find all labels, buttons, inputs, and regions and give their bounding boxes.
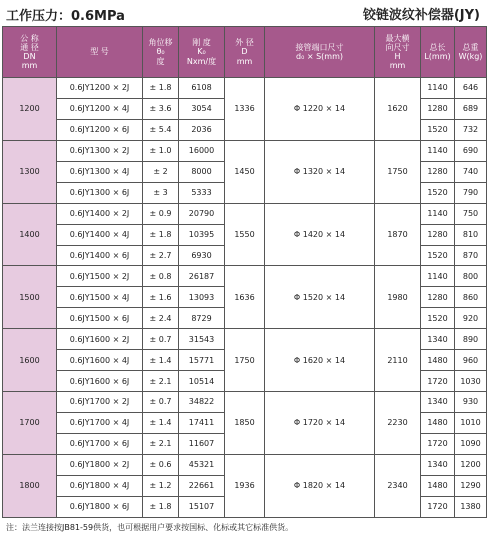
stiffness-cell: 17411 [179, 413, 225, 434]
pipe-cell: Φ 1520 × 14 [265, 266, 375, 329]
angle-cell: ± 1.8 [143, 496, 179, 517]
header-model: 型 号 [57, 27, 143, 78]
model-cell: 0.6JY1200 × 2J [57, 78, 143, 99]
dn-cell: 1700 [3, 392, 57, 455]
header-weight: 总重 W(kg) [455, 27, 487, 78]
stiffness-cell: 13093 [179, 287, 225, 308]
length-cell: 1480 [421, 475, 455, 496]
weight-cell: 810 [455, 224, 487, 245]
height-cell: 2230 [375, 392, 421, 455]
model-cell: 0.6JY1800 × 6J [57, 496, 143, 517]
angle-cell: ± 0.6 [143, 454, 179, 475]
stiffness-cell: 11607 [179, 433, 225, 454]
header-row [3, 27, 487, 78]
model-cell: 0.6JY1500 × 4J [57, 287, 143, 308]
header-angle: 角位移 θ₀ 度 [143, 27, 179, 78]
product-title: 铰链波纹补偿器(JY) [362, 8, 480, 23]
weight-cell: 860 [455, 287, 487, 308]
angle-cell: ± 3.6 [143, 98, 179, 119]
weight-cell: 1010 [455, 413, 487, 434]
model-cell: 0.6JY1200 × 6J [57, 119, 143, 140]
length-cell: 1280 [421, 224, 455, 245]
footnote: 注：法兰连接按JB81-59供货，也可根据用户要求按国标、化标或其它标准供货。 [6, 523, 294, 532]
pipe-cell: Φ 1720 × 14 [265, 392, 375, 455]
length-cell: 1340 [421, 392, 455, 413]
od-cell: 1636 [225, 266, 265, 329]
stiffness-cell: 3054 [179, 98, 225, 119]
model-cell: 0.6JY1700 × 4J [57, 413, 143, 434]
model-cell: 0.6JY1700 × 6J [57, 433, 143, 454]
angle-cell: ± 1.8 [143, 224, 179, 245]
length-cell: 1280 [421, 161, 455, 182]
weight-cell: 1290 [455, 475, 487, 496]
pipe-cell: Φ 1620 × 14 [265, 329, 375, 392]
model-cell: 0.6JY1600 × 4J [57, 350, 143, 371]
weight-cell: 960 [455, 350, 487, 371]
angle-cell: ± 0.8 [143, 266, 179, 287]
dn-cell: 1200 [3, 78, 57, 141]
table-row [3, 78, 487, 99]
stiffness-cell: 16000 [179, 140, 225, 161]
pipe-cell: Φ 1420 × 14 [265, 203, 375, 266]
model-cell: 0.6JY1400 × 6J [57, 245, 143, 266]
model-cell: 0.6JY1600 × 6J [57, 371, 143, 392]
angle-cell: ± 0.7 [143, 329, 179, 350]
table-row [3, 454, 487, 475]
angle-cell: ± 2 [143, 161, 179, 182]
weight-cell: 1380 [455, 496, 487, 517]
angle-cell: ± 3 [143, 182, 179, 203]
table-row [3, 266, 487, 287]
page-header [0, 0, 488, 26]
header-height: 最大横 向尺寸 H mm [375, 27, 421, 78]
table-row [3, 329, 487, 350]
weight-cell: 1030 [455, 371, 487, 392]
length-cell: 1280 [421, 287, 455, 308]
stiffness-cell: 45321 [179, 454, 225, 475]
length-cell: 1720 [421, 371, 455, 392]
od-cell: 1936 [225, 454, 265, 517]
od-cell: 1450 [225, 140, 265, 203]
angle-cell: ± 0.9 [143, 203, 179, 224]
length-cell: 1720 [421, 496, 455, 517]
angle-cell: ± 1.4 [143, 413, 179, 434]
stiffness-cell: 10395 [179, 224, 225, 245]
weight-cell: 800 [455, 266, 487, 287]
height-cell: 2340 [375, 454, 421, 517]
dn-cell: 1800 [3, 454, 57, 517]
table-row [3, 392, 487, 413]
length-cell: 1720 [421, 433, 455, 454]
od-cell: 1336 [225, 78, 265, 141]
stiffness-cell: 8729 [179, 308, 225, 329]
working-pressure-label: 工作压力：0.6MPa [6, 9, 125, 24]
length-cell: 1140 [421, 78, 455, 99]
model-cell: 0.6JY1500 × 2J [57, 266, 143, 287]
dn-cell: 1400 [3, 203, 57, 266]
weight-cell: 1090 [455, 433, 487, 454]
table-row [3, 140, 487, 161]
length-cell: 1280 [421, 98, 455, 119]
angle-cell: ± 2.1 [143, 371, 179, 392]
model-cell: 0.6JY1800 × 2J [57, 454, 143, 475]
model-cell: 0.6JY1300 × 2J [57, 140, 143, 161]
pipe-cell: Φ 1320 × 14 [265, 140, 375, 203]
angle-cell: ± 0.7 [143, 392, 179, 413]
dn-cell: 1300 [3, 140, 57, 203]
angle-cell: ± 1.4 [143, 350, 179, 371]
weight-cell: 646 [455, 78, 487, 99]
stiffness-cell: 26187 [179, 266, 225, 287]
height-cell: 1870 [375, 203, 421, 266]
model-cell: 0.6JY1300 × 4J [57, 161, 143, 182]
length-cell: 1140 [421, 203, 455, 224]
stiffness-cell: 2036 [179, 119, 225, 140]
weight-cell: 750 [455, 203, 487, 224]
height-cell: 1620 [375, 78, 421, 141]
od-cell: 1550 [225, 203, 265, 266]
stiffness-cell: 15771 [179, 350, 225, 371]
length-cell: 1340 [421, 329, 455, 350]
dn-cell: 1500 [3, 266, 57, 329]
angle-cell: ± 1.0 [143, 140, 179, 161]
angle-cell: ± 1.8 [143, 78, 179, 99]
weight-cell: 890 [455, 329, 487, 350]
length-cell: 1520 [421, 308, 455, 329]
table-row [3, 203, 487, 224]
weight-cell: 690 [455, 140, 487, 161]
angle-cell: ± 1.2 [143, 475, 179, 496]
length-cell: 1520 [421, 245, 455, 266]
stiffness-cell: 22661 [179, 475, 225, 496]
length-cell: 1480 [421, 350, 455, 371]
weight-cell: 1200 [455, 454, 487, 475]
height-cell: 1750 [375, 140, 421, 203]
height-cell: 2110 [375, 329, 421, 392]
stiffness-cell: 6930 [179, 245, 225, 266]
length-cell: 1140 [421, 266, 455, 287]
stiffness-cell: 5333 [179, 182, 225, 203]
model-cell: 0.6JY1300 × 6J [57, 182, 143, 203]
header-od: 外 径 D mm [225, 27, 265, 78]
header-dn: 公 称 通 径 DN mm [3, 27, 57, 78]
length-cell: 1520 [421, 182, 455, 203]
weight-cell: 689 [455, 98, 487, 119]
weight-cell: 740 [455, 161, 487, 182]
stiffness-cell: 15107 [179, 496, 225, 517]
model-cell: 0.6JY1400 × 4J [57, 224, 143, 245]
angle-cell: ± 5.4 [143, 119, 179, 140]
angle-cell: ± 2.4 [143, 308, 179, 329]
weight-cell: 870 [455, 245, 487, 266]
stiffness-cell: 8000 [179, 161, 225, 182]
stiffness-cell: 20790 [179, 203, 225, 224]
stiffness-cell: 10514 [179, 371, 225, 392]
weight-cell: 790 [455, 182, 487, 203]
angle-cell: ± 2.1 [143, 433, 179, 454]
weight-cell: 732 [455, 119, 487, 140]
angle-cell: ± 1.6 [143, 287, 179, 308]
stiffness-cell: 6108 [179, 78, 225, 99]
model-cell: 0.6JY1600 × 2J [57, 329, 143, 350]
length-cell: 1140 [421, 140, 455, 161]
length-cell: 1480 [421, 413, 455, 434]
model-cell: 0.6JY1200 × 4J [57, 98, 143, 119]
model-cell: 0.6JY1400 × 2J [57, 203, 143, 224]
od-cell: 1850 [225, 392, 265, 455]
pipe-cell: Φ 1220 × 14 [265, 78, 375, 141]
stiffness-cell: 34822 [179, 392, 225, 413]
model-cell: 0.6JY1500 × 6J [57, 308, 143, 329]
angle-cell: ± 2.7 [143, 245, 179, 266]
header-pipe: 接管端口尺寸 d₀ × S(mm) [265, 27, 375, 78]
model-cell: 0.6JY1700 × 2J [57, 392, 143, 413]
length-cell: 1340 [421, 454, 455, 475]
od-cell: 1750 [225, 329, 265, 392]
spec-table [2, 26, 487, 518]
model-cell: 0.6JY1800 × 4J [57, 475, 143, 496]
header-length: 总长 L(mm) [421, 27, 455, 78]
pipe-cell: Φ 1820 × 14 [265, 454, 375, 517]
length-cell: 1520 [421, 119, 455, 140]
header-stiffness: 刚 度 K₀ Nxm/度 [179, 27, 225, 78]
height-cell: 1980 [375, 266, 421, 329]
weight-cell: 920 [455, 308, 487, 329]
weight-cell: 930 [455, 392, 487, 413]
stiffness-cell: 31543 [179, 329, 225, 350]
dn-cell: 1600 [3, 329, 57, 392]
